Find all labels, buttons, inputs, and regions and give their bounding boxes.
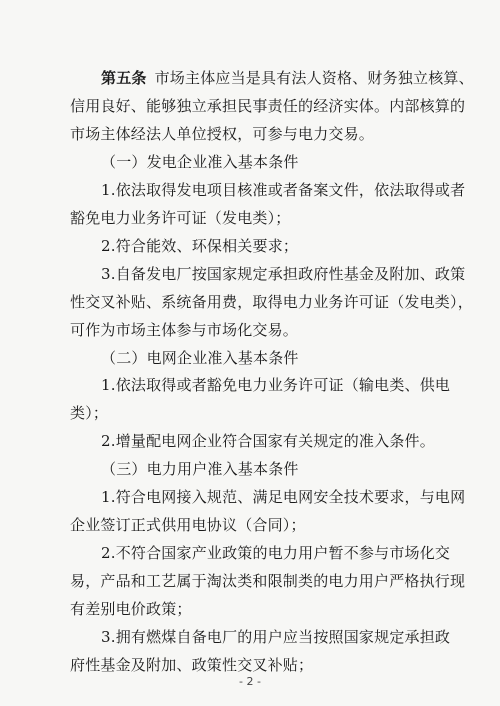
article-text: 市场主体应当是具有法人资格、财务独立核算、	[154, 69, 474, 87]
article-number: 第五条	[101, 69, 147, 87]
section-heading: （一）发电企业准入基本条件	[101, 153, 299, 171]
paragraph-line: 1.符合电网接入规范、满足电网安全技术要求，与电网	[101, 488, 466, 506]
paragraph-line: 1.依法取得发电项目核准或者备案文件，依法取得或者	[101, 181, 466, 199]
page-number: - 2 -	[239, 675, 261, 688]
paragraph-line: 易，产品和工艺属于淘汰类和限制类的电力用户严格执行现	[70, 572, 466, 590]
paragraph-line: 可作为市场主体参与市场化交易。	[70, 321, 299, 339]
section-heading: （三）电力用户准入基本条件	[101, 460, 299, 478]
paragraph-line: 2.不符合国家产业政策的电力用户暂不参与市场化交	[101, 544, 451, 562]
paragraph-line: 3.拥有燃煤自备电厂的用户应当按照国家规定承担政	[101, 628, 451, 646]
paragraph-line: 有差别电价政策；	[70, 600, 192, 618]
paragraph-line: 3.自备发电厂按国家规定承担政府性基金及附加、政策	[101, 265, 466, 283]
paragraph-line: 2.符合能效、环保相关要求；	[101, 237, 299, 255]
article-text-line: 信用良好、能够独立承担民事责任的经济实体。内部核算的	[70, 97, 466, 115]
section-heading: （二）电网企业准入基本条件	[101, 349, 299, 367]
paragraph-line: 1.依法取得或者豁免电力业务许可证（输电类、供电	[101, 376, 451, 394]
paragraph-line: 类）；	[70, 404, 109, 422]
paragraph-line: 性交叉补贴、系统备用费，取得电力业务许可证（发电类），	[70, 293, 473, 311]
paragraph-line: 府性基金及附加、政策性交叉补贴；	[70, 656, 314, 674]
article-first-line	[101, 68, 474, 88]
paragraph-line: 企业签订正式供用电协议（合同）；	[70, 516, 306, 534]
paragraph-line: 豁免电力业务许可证（发电类）；	[70, 209, 291, 227]
paragraph-line: 2.增量配电网企业符合国家有关规定的准入条件。	[101, 432, 435, 450]
article-text-line: 市场主体经法人单位授权，可参与电力交易。	[70, 125, 375, 143]
